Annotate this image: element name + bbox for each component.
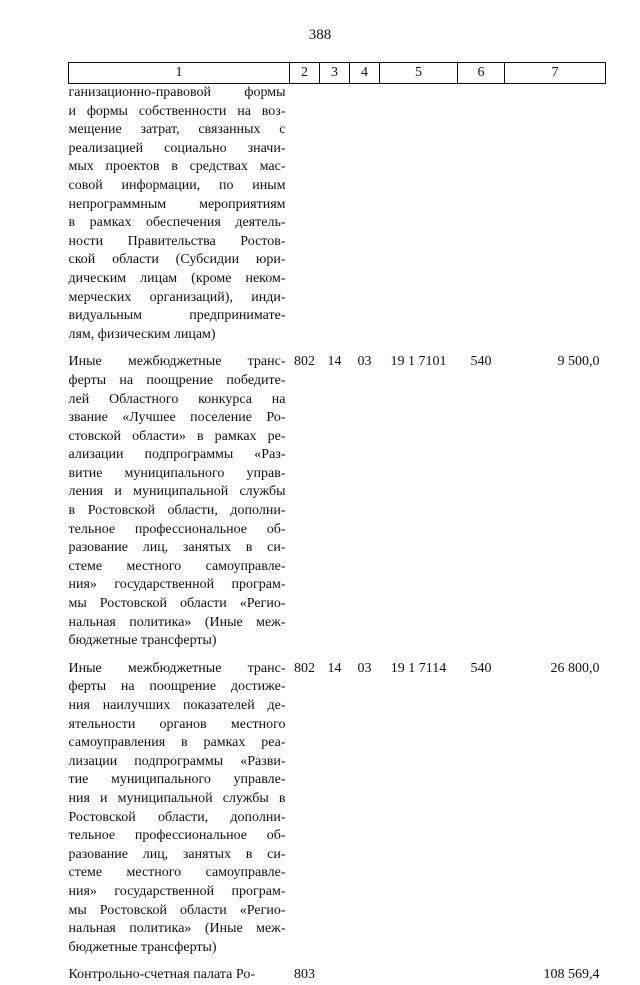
section-code-cell: 14: [327, 660, 342, 676]
row-description: [69, 84, 290, 345]
amount-cell: 9 500,0: [557, 354, 600, 370]
section-code-cell: [320, 84, 350, 345]
amount-cell: 26 800,0: [550, 660, 600, 676]
description-line: ферты на поощрение достиже-: [68, 679, 286, 695]
description-line: тельное профессиональное об-: [68, 521, 286, 537]
description-line: нальная политика» (Иные меж-: [68, 921, 286, 937]
subsection-code-cell: 03: [357, 660, 372, 676]
description-line: ния и муниципальной службы в: [68, 790, 286, 806]
description-line: видуальным предпринимате-: [68, 308, 286, 324]
description-line: Ростовской области, дополни-: [68, 809, 286, 825]
target-article-cell: [380, 84, 458, 345]
description-line: мы Ростовской области «Регио-: [68, 902, 286, 918]
table-row: [69, 957, 606, 985]
row-description: [69, 651, 290, 958]
description-line: мых проектов в средствах мас-: [68, 159, 286, 175]
description-line: ферты на поощрение победите-: [68, 372, 286, 388]
ministry-code-cell: 802: [294, 660, 315, 676]
description-line: и формы собственности на воз-: [68, 103, 286, 119]
table-row: [69, 84, 606, 345]
target-article-cell: 19 1 7101: [390, 354, 447, 370]
description-line: непрограммным мероприятиям: [68, 196, 286, 212]
expense-type-cell: [458, 957, 505, 985]
subsection-code-cell: [350, 84, 380, 345]
description-line: витие муниципального управ-: [68, 465, 286, 481]
description-line: мещение затрат, связанных с: [68, 122, 286, 138]
description-line: Контрольно-счетная палата Ро-: [68, 967, 255, 983]
description-line: ния наилучших показателей де-: [68, 698, 286, 713]
description-line: тельное профессиональное об-: [68, 828, 286, 844]
subsection-code-cell: 03: [357, 354, 372, 370]
description-line: дическим лицам (кроме неком-: [68, 270, 286, 286]
table-body: [69, 84, 606, 985]
target-article-cell: [380, 957, 458, 985]
target-article-cell: 19 1 7114: [390, 660, 447, 676]
description-line: нальная политика» (Иные меж-: [68, 614, 286, 630]
description-line: Иные межбюджетные транс-: [68, 354, 286, 370]
table-row: [69, 344, 606, 651]
ministry-code-cell: 802: [294, 354, 315, 370]
description-line: мерческих организаций), инди-: [68, 289, 286, 305]
row-description: [69, 344, 290, 651]
column-header-1: 1: [69, 63, 290, 84]
description-line: лей Областного конкурса на: [68, 391, 286, 407]
description-line: самоуправления в рамках реа-: [68, 735, 286, 751]
description-line: ализации подпрограммы «Раз-: [68, 447, 286, 463]
description-line: бюджетные трансферты): [68, 633, 217, 649]
description-line: ния» государственной програм-: [68, 577, 286, 593]
description-line: ления и муниципальной службы: [68, 484, 286, 500]
expense-type-cell: [458, 84, 505, 345]
section-code-cell: [320, 957, 350, 985]
description-line: ности Правительства Ростов-: [68, 233, 286, 249]
column-header-4: 4: [350, 63, 380, 84]
description-line: ганизационно-правовой формы: [68, 85, 286, 100]
column-header-3: 3: [320, 63, 350, 84]
amount-cell: [505, 84, 606, 345]
description-line: бюджетные трансферты): [68, 939, 217, 955]
description-line: в рамках обеспечения деятель-: [68, 215, 286, 231]
table-row: [69, 651, 606, 958]
column-header-2: 2: [290, 63, 320, 84]
column-header-5: 5: [380, 63, 458, 84]
description-line: стеме местного самоуправле-: [68, 558, 286, 574]
subsection-code-cell: [350, 957, 380, 985]
description-line: разование лиц, занятых в си-: [68, 540, 286, 556]
column-header-6: 6: [458, 63, 505, 84]
ministry-code-cell: 803: [294, 967, 315, 983]
table-header: [69, 63, 606, 84]
budget-table: [68, 62, 606, 985]
description-line: реализацией социально значи-: [68, 140, 286, 156]
description-line: ния» государственной програм-: [68, 883, 286, 899]
description-line: Иные межбюджетные транс-: [68, 660, 286, 676]
description-line: ятельности органов местного: [68, 716, 286, 732]
description-line: в Ростовской области, дополни-: [68, 503, 286, 519]
description-line: стеме местного самоуправле-: [68, 865, 286, 881]
description-line: ской области (Субсидии юри-: [68, 252, 286, 268]
description-line: совой информации, по иным: [68, 177, 286, 193]
column-header-7: 7: [505, 63, 606, 84]
description-line: тие муниципального управле-: [68, 772, 286, 788]
ministry-code-cell: [290, 84, 320, 345]
description-line: звание «Лучшее поселение Ро-: [68, 410, 286, 426]
page-number: 388: [308, 27, 332, 43]
expense-type-cell: 540: [470, 354, 492, 370]
description-line: разование лиц, занятых в си-: [68, 846, 286, 862]
expense-type-cell: 540: [470, 660, 492, 676]
description-line: лизации подпрограммы «Разви-: [68, 753, 286, 769]
description-line: мы Ростовской области «Регио-: [68, 596, 286, 612]
header-row: [69, 63, 606, 84]
section-code-cell: 14: [327, 354, 342, 370]
amount-cell: 108 569,4: [543, 967, 600, 983]
description-line: стовской области» в рамках ре-: [68, 428, 286, 444]
row-description: [69, 957, 290, 985]
description-line: лям, физическим лицам): [68, 326, 216, 342]
